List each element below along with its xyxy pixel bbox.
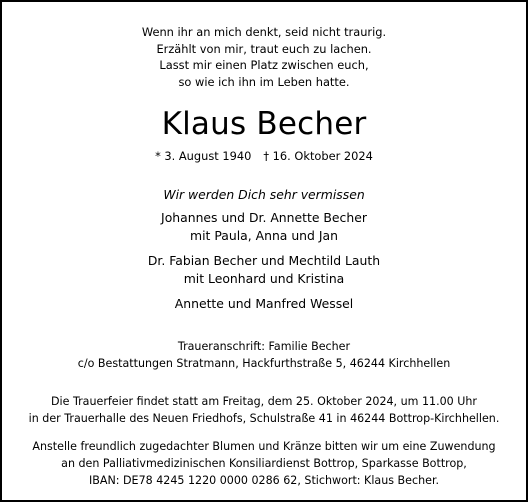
donation-line: IBAN: DE78 4245 1220 0000 0286 62, Stichwort: Klaus Becher. xyxy=(88,474,440,487)
death-date: † 16. Oktober 2024 xyxy=(263,149,373,163)
poem xyxy=(2,24,526,90)
service-line: in der Trauerhalle des Neuen Friedhofs, Schulstraße 41 in 46244 Bottrop-Kirchhellen. xyxy=(28,412,500,425)
poem-line: Erzählt von mir, traut euch zu lachen. xyxy=(156,41,372,56)
address-line: Traueranschrift: Familie Becher xyxy=(177,340,351,353)
mourner-group xyxy=(2,209,526,245)
poem-line: Wenn ihr an mich denkt, seid nicht traurig. xyxy=(141,25,387,39)
poem-line: Lasst mir einen Platz zwischen euch, xyxy=(159,58,369,73)
mourning-address xyxy=(2,338,526,372)
mourner-line: Annette und Manfred Wessel xyxy=(174,296,354,311)
poem-line: so wie ich ihn im Leben hatte. xyxy=(178,74,350,89)
mourner-line: Dr. Fabian Becher und Mechtild Lauth xyxy=(147,253,381,268)
missed-statement: Wir werden Dich sehr vermissen xyxy=(163,187,365,202)
life-dates xyxy=(2,148,526,164)
address-line: c/o Bestattungen Stratmann, Hackfurthstraße 5, 46244 Kirchhellen xyxy=(77,357,451,370)
mourner-line: mit Paula, Anna und Jan xyxy=(190,228,338,243)
donation-line: an den Palliativmedizinischen Konsiliardienst Bottrop, Sparkasse Bottrop, xyxy=(61,457,467,470)
mourner-line: Johannes und Dr. Annette Becher xyxy=(161,210,367,225)
funeral-service-info xyxy=(2,393,526,427)
donation-line: Anstelle freundlich zugedachter Blumen und Kränze bitten wir um eine Zuwendung xyxy=(32,440,496,453)
service-line: Die Trauerfeier findet statt am Freitag, dem 25. Oktober 2024, um 11.00 Uhr xyxy=(51,395,477,408)
mourner-group xyxy=(2,295,526,313)
mourners-list xyxy=(2,209,526,320)
deceased-name: Klaus Becher xyxy=(161,106,367,142)
mourner-group xyxy=(2,252,526,288)
donation-info xyxy=(2,438,526,489)
birth-date: * 3. August 1940 xyxy=(155,149,252,163)
mourner-line: mit Leonhard und Kristina xyxy=(183,271,345,286)
